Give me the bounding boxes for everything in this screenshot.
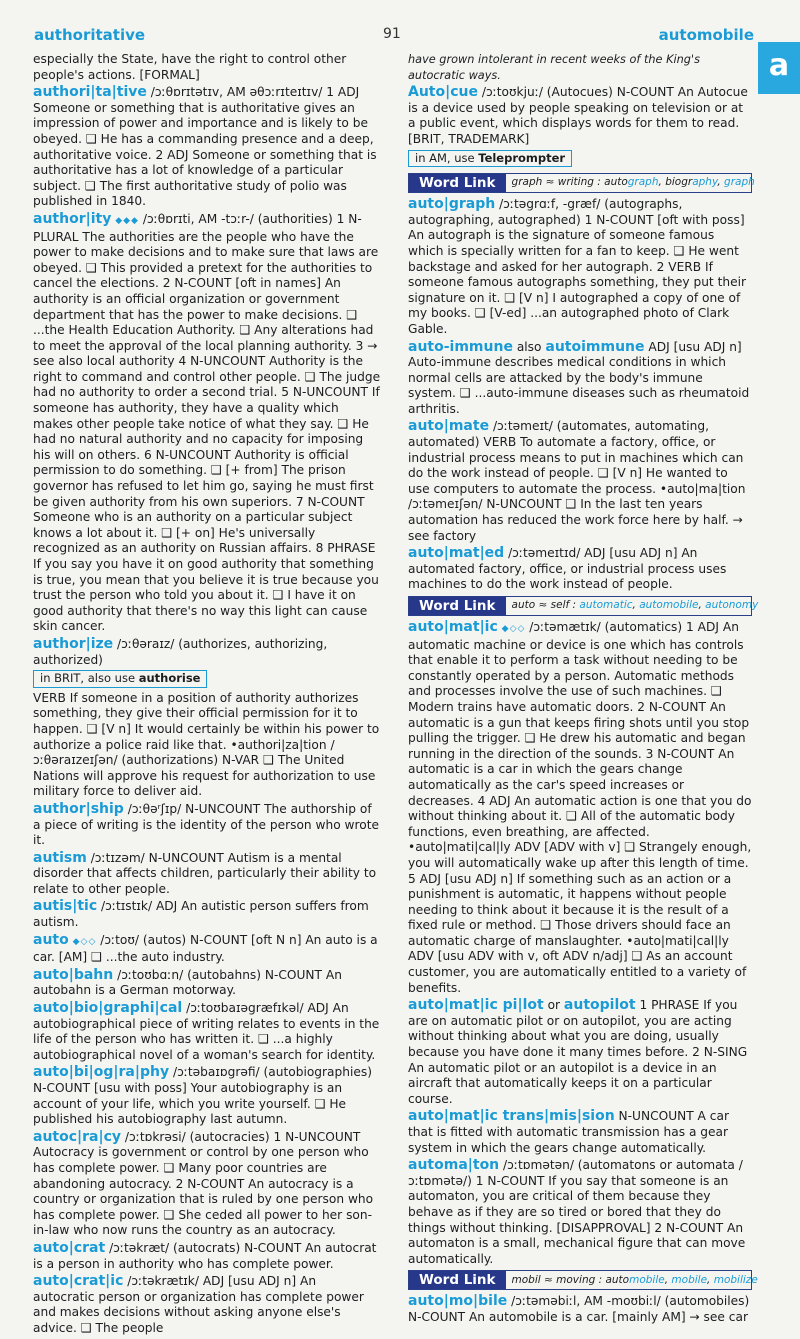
entry-body: /ɔːtəmeɪt/ (automates, automating, automated) VERB To automate a factory, office, or industrial process means to put in machines which can do the work instead of people. ❑ [V n] He wanted to use computers to automate the process. •auto|ma|tion /ɔːtəmeɪʃən/ N-UNCOUNT ❑ In the last ten years automation has reduced the work force here by half. → see factory <box>408 419 746 543</box>
entry-auto <box>33 933 381 966</box>
entry-head: /ɔːθəraɪz/ (authorizes, authorizing, authorized) <box>33 636 328 667</box>
entry-autobahn <box>33 968 381 999</box>
frequency-stars: ◆◇◇ <box>501 624 526 634</box>
entry-body: /ɔːθəʳʃɪp/ N-UNCOUNT The authorship of a piece of writing is the identity of the person who wrote it. <box>33 801 379 848</box>
headword: auto|crat <box>33 1239 106 1256</box>
entry-body: N-UNCOUNT A car that is fitted with automatic transmission has a gear system in which the gears change automatically. <box>408 1109 729 1155</box>
running-head-right: automobile <box>658 26 754 44</box>
headword: author|ship <box>33 800 124 817</box>
word-link-highlight: graph <box>724 176 755 189</box>
word-link-highlight: automatic <box>579 599 633 612</box>
entry-authority <box>33 212 381 635</box>
word-link-sep: , <box>717 176 725 189</box>
headword: autis|tic <box>33 898 98 915</box>
word-link-sep: , biogr <box>658 176 693 189</box>
word-link-prefix: auto ≈ self : <box>511 599 580 612</box>
word-link-sep: , <box>698 599 706 612</box>
entry-body: /ɔːtəgrɑːf, -græf/ (autographs, autographing, autographed) 1 N-COUNT [oft with poss] An autograph is the signature of someone famous which is specially written for a fan to keep. ❑ He went backstage and asked for her autograph. 2 VERB If someone famous autographs something, they put their signature on it. ❑ [V n] I autographed a copy of one of my books. ❑ [V-ed] ...an autographed photo of Clark Gable. <box>408 197 746 336</box>
word-link-highlight: graph <box>627 176 659 189</box>
word-link-box <box>408 1270 758 1290</box>
entry-body: /ɔːtəmeɪtɪd/ ADJ [usu ADJ n] An automated factory, office, or industrial process uses machines to do the work instead of people. <box>408 546 727 592</box>
entry-body: /ɔːθɒrɪti, AM -tɔːr-/ (authorities) 1 N-PLURAL The authorities are the people who have the power to make decisions and to make sure that laws are obeyed. ❑ This provided a pretext for the authorities to cancel the elections. 2 N-COUNT [oft in names] An authority is an official organization or government department that has the power to make decisions. ❑ ...the Health Education Authority. ❑ Any alterations had to meet the approval of the local planning authority. 3 → see also local authority 4 N-UNCOUNT Authority is the right to command and control other people. ❑ The judge had no authority to order a second trial. 5 N-UNCOUNT If someone has authority, they have a quality which makes other people take notice of what they say. ❑ He had no natural authority and no capacity for imposing his will on others. 6 N-UNCOUNT Authority is official permission to do something. ❑ [+ from] The prison governor has refused to let him go, saying he must first be given authority from his own superiors. 7 N-COUNT Someone who is an authority on a particular subject knows a lot about it. ❑ [+ on] He's universally recognized as an authority on Russian affairs. 8 PHRASE If you say you have it on good authority that something is true, you mean that you believe it is true because you trust the person who told you about it. ❑ I have it on good authority that there's no way this light can cause skin cancer. <box>33 211 381 634</box>
spelling-note-box <box>33 670 207 688</box>
headword-variant: autoimmune <box>545 338 645 355</box>
headword: autoc|ra|cy <box>33 1128 122 1145</box>
entry-body: /ɔːtoʊbɑːn/ (autobahns) N-COUNT An autobahn is a German motorway. <box>33 967 342 998</box>
word-link-label: Word Link <box>409 597 506 615</box>
word-link-highlight: mobile <box>629 1273 665 1286</box>
word-link-label: Word Link <box>409 174 506 192</box>
word-link-sep: , <box>632 599 640 612</box>
entry-authoritative <box>33 85 381 210</box>
headword: auto|mat|ic pi|lot <box>408 997 544 1014</box>
entry-body: /ɔːtəkræt/ (autocrats) N-COUNT An autocrat is a person in authority who has complete power. <box>33 1240 377 1271</box>
continued-entry: especially the State, have the right to control other people's actions. [FORMAL] <box>33 52 347 82</box>
headword: auto-immune <box>408 338 513 355</box>
headword: auto|bio|graphi|cal <box>33 1000 183 1017</box>
entry-body: /ɔːtɪzəm/ N-UNCOUNT Autism is a mental disorder that affects children, particularly their ability to relate to other people. <box>33 850 377 896</box>
entry-autocracy <box>33 1130 381 1239</box>
entry-body: /ɔːtoʊbaɪəgræfɪkəl/ ADJ An autobiographical piece of writing relates to events in the life of the person who has written it. ❑ ...a highly autobiographical novel of a woman's search for identity. <box>33 1001 380 1062</box>
entry-auto-immune: auto-immune also autoimmune ADJ [usu ADJ n] Auto-immune describes medical conditions in which normal cells are attacked by the body's immune system. ❑ ...auto-immune diseases such as rheumatoid arthritis. <box>408 338 750 416</box>
entry-automobile <box>408 1294 752 1325</box>
entry-autistic <box>33 899 381 930</box>
word-link-text <box>506 1273 758 1289</box>
entry-authorize <box>33 637 381 800</box>
entry-body: /ɔːtəkrætɪk/ ADJ [usu ADJ n] An autocratic person or organization has complete power and makes decisions without asking anyone else's advice. ❑ The people <box>33 1274 364 1335</box>
note-prefix: in BRIT, also use <box>40 671 139 686</box>
word-link-box <box>408 173 755 193</box>
entry-body: ADJ [usu ADJ n] Auto-immune describes medical conditions in which normal cells are attacked by the body's immune system. ❑ ...auto-immune diseases such as rheumatoid arthritis. <box>408 339 750 416</box>
headword: auto|mat|ed <box>408 545 505 562</box>
note-prefix: in AM, use <box>415 150 479 165</box>
headword: author|ize <box>33 635 114 652</box>
entry-autocue <box>408 85 752 170</box>
word-link-label: Word Link <box>409 1271 506 1289</box>
word-link-highlight: autonomy <box>705 599 759 612</box>
entry-body: /ɔːtəməbiːl, AM -moʊbiːl/ (automobiles) N-COUNT An automobile is a car. [mainly AM] → see car <box>408 1294 750 1324</box>
entry-body: 1 PHRASE If you are on automatic pilot or on autopilot, you are acting without thinking about what you are doing, usually because you have done it many times before. 2 N-SING An automatic pilot or an autopilot is a device in an aircraft that automatically keeps it on a particular course. <box>408 998 748 1106</box>
word-link-box <box>408 596 759 616</box>
entry-autism <box>33 851 381 898</box>
entry-autobiographical <box>33 1001 381 1063</box>
headword: authori|ta|tive <box>33 84 147 101</box>
headword: auto|mo|bile <box>408 1293 508 1310</box>
entry-autograph <box>408 197 752 337</box>
left-column <box>33 52 381 1339</box>
word-link-highlight: aphy <box>692 176 718 189</box>
entry-autocratic <box>33 1274 381 1336</box>
entry-body: VERB If someone in a position of authority authorizes something, they give their official permission for it to happen. ❑ [V n] It would certainly be within his power to authorize a police raid like that. •authori|za|tion /ɔːθəraɪzeɪʃən/ (authorizations) N-VAR ❑ The United Nations will approve his request for authorization to use military force to deliver aid. <box>33 690 380 799</box>
frequency-stars: ◆◆◆ <box>115 215 139 226</box>
entry-body: /ɔːtɒkrəsi/ (autocracies) 1 N-UNCOUNT Autocracy is government or control by one person who has complete power. ❑ Many poor countries are abandoning autocracy. 2 N-COUNT An autocracy is a country or organization that is ruled by one person who has complete power. ❑ She ceded all power to her son-in-law who now runs the country as an autocracy. <box>33 1129 374 1238</box>
word-link-prefix: graph ≈ writing : auto <box>511 176 628 189</box>
headword: auto|graph <box>408 196 496 213</box>
entry-autocrat <box>33 1241 381 1272</box>
entry-body: /ɔːtoʊkjuː/ (Autocues) N-COUNT An Autocue is a device used by people speaking on television or at a public event, which displays words for them to read. [BRIT, TRADEMARK] <box>408 85 748 146</box>
entry-body: /ɔːtoʊ/ (autos) N-COUNT [oft N n] An auto is a car. [AM] ❑ ...the auto industry. <box>33 932 378 965</box>
headword: auto|bi|og|ra|phy <box>33 1064 170 1081</box>
entry-body: /ɔːtɪstɪk/ ADJ An autistic person suffers from autism. <box>33 899 369 930</box>
word-link-text <box>506 175 755 191</box>
spelling-note-box <box>408 150 572 168</box>
word-link-prefix: mobil ≈ moving : auto <box>511 1273 630 1286</box>
word-link-highlight: automobile <box>639 599 699 612</box>
headword: auto <box>33 931 69 948</box>
headword: auto|mat|ic trans|mis|sion <box>408 1108 615 1125</box>
word-link-highlight: mobilize <box>713 1273 758 1286</box>
headword: auto|crat|ic <box>33 1273 124 1290</box>
entry-automatic-pilot: auto|mat|ic pi|lot or autopilot 1 PHRASE If you are on automatic pilot or on autopilot, you are acting without thinking about what you are doing, usually because you have done it many times before. 2 N-SING An automatic pilot or an autopilot is a device in an aircraft that automatically keeps it on a particular course. <box>408 997 748 1106</box>
right-column <box>408 52 759 1328</box>
frequency-stars: ◆◇◇ <box>72 936 97 947</box>
entry-automated <box>408 546 752 593</box>
continued-example: have grown intolerant in recent weeks of the King's autocratic ways. <box>408 53 700 82</box>
entry-body: /ɔːtəmætɪk/ (automatics) 1 ADJ An automatic machine or device is one which has controls that enable it to perform a task without needing to be constantly operated by a person. Automatic methods and processes involve the use of such machines. ❑ Modern trains have automatic doors. 2 N-COUNT An automatic is a gun that keeps firing shots until you stop pulling the trigger. ❑ He drew his automatic and began running in the direction of the sounds. 3 N-COUNT An automatic is a car in which the gears change automatically as the car's speed increases or decreases. 4 ADJ An automatic action is one that you do without thinking about it. ❑ All of the automatic body functions, even breathing, are affected. •auto|mati|cal|ly ADV [ADV with v] ❑ Strangely enough, you will automatically wake up after this length of time. 5 ADJ [usu ADJ n] If something such as an action or a punishment is automatic, it happens without people needing to think about it because it is the result of a fixed rule or method. ❑ Those drivers should face an automatic charge of manslaughter. •auto|mati|cal|ly ADV [usu ADV with v, oft ADV n/adj] ❑ As an account customer, you are automatically entitled to a variety of benefits. <box>408 620 752 995</box>
headword: auto|mate <box>408 418 490 435</box>
entry-automate <box>408 419 752 544</box>
entry-body: /ɔːtɒmətən/ (automatons or automata /ɔːtɒmətə/) 1 N-COUNT If you say that someone is an automaton, you are critical of them because they behave as if they are so tired or bored that they do things without thinking. [DISAPPROVAL] 2 N-COUNT An automaton is a small, mechanical figure that can move automatically. <box>408 1158 746 1266</box>
headword-variant: autopilot <box>563 997 636 1014</box>
word-link-sep: , <box>707 1273 714 1286</box>
entry-autobiography <box>33 1065 381 1127</box>
entry-automatic <box>408 620 752 996</box>
page-number: 91 <box>383 26 401 42</box>
headword: auto|bahn <box>33 966 114 983</box>
note-word: authorise <box>138 671 201 686</box>
running-head-left: authoritative <box>34 26 146 44</box>
headword: auto|mat|ic <box>408 619 498 635</box>
headword: Auto|cue <box>408 84 478 101</box>
entry-automatic-transmission <box>408 1109 752 1156</box>
letter-thumb-tab: a <box>758 42 800 94</box>
entry-automaton <box>408 1158 752 1267</box>
headword: autism <box>33 849 87 866</box>
word-link-highlight: mobile <box>671 1273 708 1286</box>
word-link-text <box>506 598 759 614</box>
headword: author|ity <box>33 210 112 227</box>
note-word: Teleprompter <box>478 150 566 165</box>
word-link-sep: , <box>664 1273 672 1286</box>
headword: automa|ton <box>408 1157 500 1174</box>
entry-authorship <box>33 802 381 849</box>
entry-body: /ɔːtəbaɪɒgrəfi/ (autobiographies) N-COUNT [usu with poss] Your autobiography is an account of your life, which you write yourself. ❑ He published his autobiography last autumn. <box>33 1065 372 1127</box>
entry-body: /ɔːθɒrɪtətɪv, AM əθɔːrɪteɪtɪv/ 1 ADJ Someone or something that is authoritative gives an impression of power and importance and is likely to be obeyed. ❑ He has a commanding presence and a deep, authoritative voice. 2 ADJ Someone or something that is authoritative has a lot of knowledge of a particular subject. ❑ The first authoritative study of polio was published in 1840. <box>33 85 377 209</box>
